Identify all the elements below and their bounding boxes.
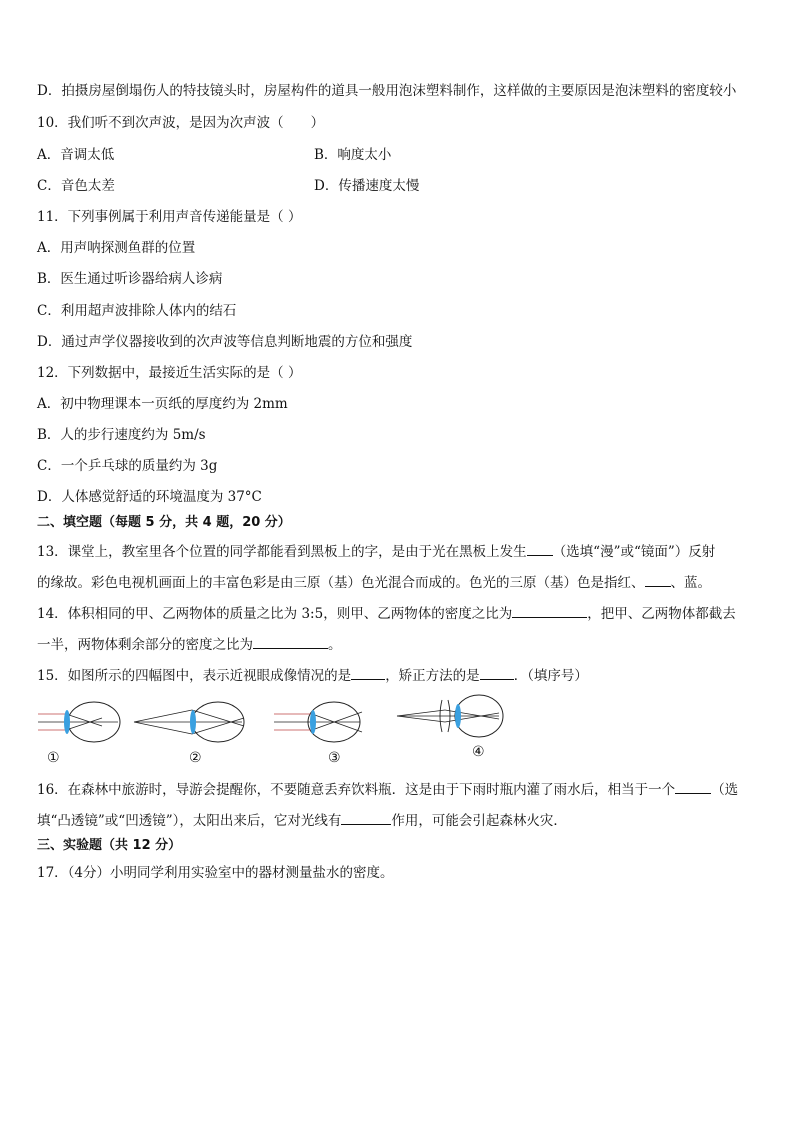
q12-option-c: C．一个乒乓球的质量约为 3g <box>37 458 218 474</box>
q10-option-b: B．响度太小 <box>314 147 392 163</box>
q16-line-2 <box>37 811 567 830</box>
q14-blank-1 <box>512 604 587 618</box>
eye-diagram-3 <box>272 698 364 746</box>
q16-line-1 <box>37 780 738 799</box>
q13-text-3: 的缘故。彩色电视机画面上的丰富色彩是由三原（基）色光混合而成的。色光的三原（基）色是指红、 <box>37 575 645 591</box>
q10-stem: 10．我们听不到次声波，是因为次声波（ ） <box>37 115 325 131</box>
section-experiment-heading: 三、实验题（共 12 分） <box>37 838 182 853</box>
q15-text-1: 15．如图所示的四幅图中，表示近视眼成像情况的是 <box>37 668 352 684</box>
eye-lens-2 <box>190 710 196 734</box>
q13-line-1 <box>37 542 715 561</box>
q12-option-b: B．人的步行速度约为 5m/s <box>37 427 206 443</box>
q13-blank-2 <box>645 573 671 587</box>
q11-stem: 11．下列事例属于利用声音传递能量是（ ） <box>37 209 302 225</box>
q12-option-a: A．初中物理课本一页纸的厚度约为 2mm <box>37 396 288 412</box>
q15-blank-2 <box>480 666 514 680</box>
q14-text-3: 一半，两物体剩余部分的密度之比为 <box>37 637 253 653</box>
q13-line-2 <box>37 573 711 592</box>
q16-blank-1 <box>675 780 711 794</box>
figure-label-2: ② <box>189 750 202 766</box>
q10-option-a: A．音调太低 <box>37 147 115 163</box>
q14-blank-2 <box>253 635 328 649</box>
eye-lens-3 <box>310 710 316 734</box>
q10-option-d: D．传播速度太慢 <box>314 178 420 194</box>
eye-lens-4 <box>455 704 461 728</box>
q11-option-d: D．通过声学仪器接收到的次声波等信息判断地震的方位和强度 <box>37 334 413 350</box>
q15-blank-1 <box>351 666 385 680</box>
q13-text-2: （选填“漫”或“镜面”）反射 <box>552 544 716 560</box>
section-fill-in-heading: 二、填空题（每题 5 分，共 4 题，20 分） <box>37 515 291 530</box>
q16-text-3: 填“凸透镜”或“凹透镜”），太阳出来后，它对光线有 <box>37 813 342 829</box>
q13-text-1: 13．课堂上，教室里各个位置的同学都能看到黑板上的字，是由于光在黑板上发生 <box>37 544 527 560</box>
q12-option-d: D．人体感觉舒适的环境温度为 37°C <box>37 489 262 505</box>
q11-option-b: B．医生通过听诊器给病人诊病 <box>37 271 223 287</box>
q11-option-a: A．用声呐探测鱼群的位置 <box>37 240 196 256</box>
q17-stem: 17．（4分）小明同学利用实验室中的器材测量盐水的密度。 <box>37 865 394 881</box>
q15-text-3: ．（填序号） <box>513 668 588 684</box>
q16-blank-2 <box>341 811 391 825</box>
eye-diagram-2 <box>132 700 247 746</box>
figure-label-1: ① <box>47 750 60 766</box>
q11-option-c: C．利用超声波排除人体内的结石 <box>37 303 237 319</box>
q15-line <box>37 666 588 685</box>
eye-lens-1 <box>64 710 70 734</box>
q12-stem: 12．下列数据中，最接近生活实际的是（ ） <box>37 365 302 381</box>
q14-text-4: 。 <box>328 637 342 653</box>
q13-text-4: 、蓝。 <box>670 575 711 591</box>
q10-option-c: C．音色太差 <box>37 178 115 194</box>
eye-diagram-1 <box>36 700 122 746</box>
figure-label-3: ③ <box>328 750 341 766</box>
q14-text-1: 14．体积相同的甲、乙两物体的质量之比为 3:5，则甲、乙两物体的密度之比为 <box>37 606 513 622</box>
q15-text-2: ，矫正方法的是 <box>385 668 480 684</box>
q14-line-2 <box>37 635 342 654</box>
q14-text-2: ，把甲、乙两物体都截去 <box>587 606 736 622</box>
q9-option-d: D．拍摄房屋倒塌伤人的特技镜头时，房屋构件的道具一般用泡沫塑料制作，这样做的主要原因是泡沫塑料的密度较小 <box>37 83 737 99</box>
q16-text-1: 16．在森林中旅游时，导游会提醒你，不要随意丢弃饮料瓶．这是由于下雨时瓶内灌了雨水后，相当于一个 <box>37 782 676 798</box>
figure-label-4: ④ <box>472 744 485 760</box>
eye-diagram-4 <box>395 692 507 742</box>
q16-text-2: （选 <box>711 782 739 798</box>
q14-line-1 <box>37 604 736 623</box>
q16-text-4: 作用，可能会引起森林火灾． <box>391 813 567 829</box>
q13-blank-1 <box>527 542 553 556</box>
